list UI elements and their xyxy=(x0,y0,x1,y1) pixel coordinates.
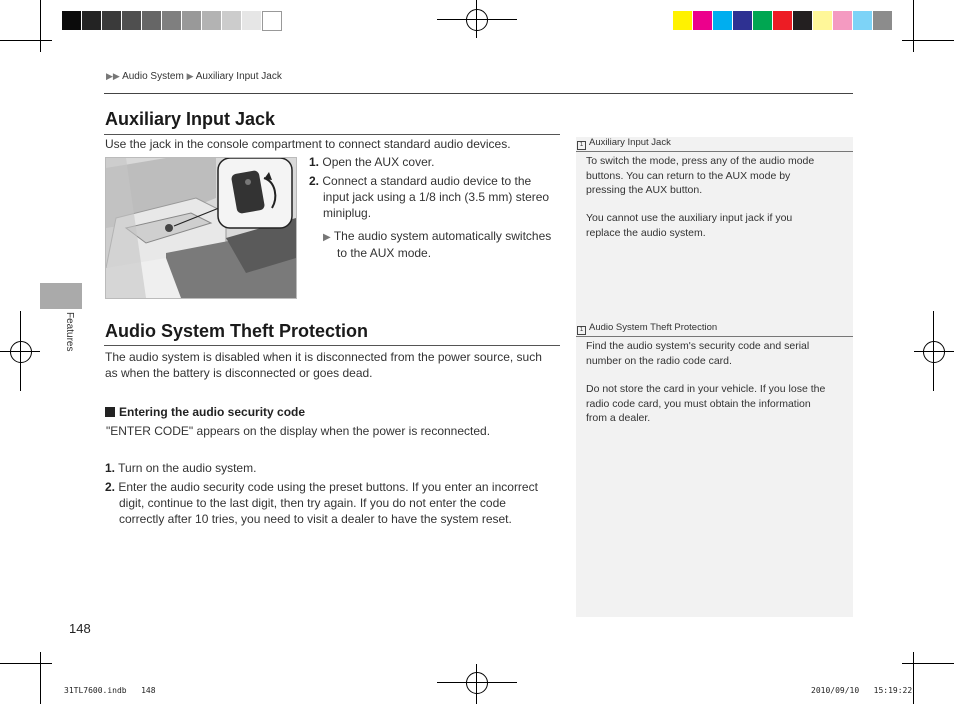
result-text-continued: to the AUX mode. xyxy=(337,246,432,260)
swatch xyxy=(182,11,201,30)
note-heading xyxy=(577,322,717,335)
swatch xyxy=(242,11,261,30)
swatch xyxy=(202,11,221,30)
swatch xyxy=(773,11,792,30)
subheading-text: Entering the audio security code xyxy=(119,405,306,419)
note-rule xyxy=(576,151,853,152)
swatch xyxy=(673,11,692,30)
section-intro-continued: as when the battery is disconnected or goes dead. xyxy=(105,366,373,380)
step-text: Open the AUX cover. xyxy=(322,155,435,169)
result-text: The audio system automatically switches xyxy=(333,229,552,243)
note-line: replace the audio system. xyxy=(586,226,706,239)
footer-file xyxy=(64,686,156,695)
step-number: 2. xyxy=(105,480,116,494)
console-aux-jack-illustration xyxy=(105,157,297,299)
step-1 xyxy=(309,154,434,170)
note-heading-text: Audio System Theft Protection xyxy=(589,322,718,333)
header-rule xyxy=(104,93,853,94)
section-tab xyxy=(40,283,82,309)
step-2-continued: input jack using a 1/8 inch (3.5 mm) stereo xyxy=(323,190,550,204)
swatch xyxy=(793,11,812,30)
step-2-continued: miniplug. xyxy=(323,206,372,220)
swatch xyxy=(733,11,752,30)
note-heading-text: Auxiliary Input Jack xyxy=(589,137,671,148)
arrow-icon: ▶ xyxy=(186,71,194,81)
swatch xyxy=(713,11,732,30)
note-line: To switch the mode, press any of the audio mode xyxy=(586,155,815,167)
swatch xyxy=(82,11,101,30)
section-intro: Use the jack in the console compartment to connect standard audio devices. xyxy=(105,137,511,151)
section-tab-label: Features xyxy=(64,312,75,352)
title-rule xyxy=(104,345,560,346)
step-2 xyxy=(105,479,538,495)
note-icon: 1 xyxy=(577,326,586,335)
section-title: Auxiliary Input Jack xyxy=(105,109,276,129)
step-number: 1. xyxy=(105,461,116,475)
note-paragraph xyxy=(586,154,814,198)
swatch xyxy=(753,11,772,30)
footer-page: 148 xyxy=(141,686,156,695)
swatch xyxy=(813,11,832,30)
note-rule xyxy=(576,336,853,337)
note-line: Find the audio system's security code and serial xyxy=(586,340,810,352)
step-text: Turn on the audio system. xyxy=(118,461,257,475)
note-line: number on the radio code card. xyxy=(586,354,732,367)
swatch xyxy=(853,11,872,30)
footer-filename: 31TL7600.indb xyxy=(64,686,127,695)
swatch xyxy=(142,11,161,30)
subheading xyxy=(105,404,305,420)
note-paragraph xyxy=(586,382,825,426)
result-arrow-icon: ▶ xyxy=(323,232,331,243)
step-number: 1. xyxy=(309,155,320,169)
section-intro: The audio system is disabled when it is disconnected from the power source, such xyxy=(105,350,542,364)
step-2-continued: correctly after 10 tries, you need to visit a dealer to have the system reset. xyxy=(119,512,512,526)
swatch xyxy=(122,11,141,30)
step-result xyxy=(323,228,551,246)
note-line: You cannot use the auxiliary input jack if you xyxy=(586,212,793,224)
note-line: buttons. You can return to the AUX mode by xyxy=(586,169,791,182)
swatch xyxy=(693,11,712,30)
notes-sidebar xyxy=(576,137,853,617)
note-heading xyxy=(577,137,671,150)
breadcrumb-item[interactable]: Auxiliary Input Jack xyxy=(195,71,282,82)
swatch xyxy=(62,11,81,30)
note-paragraph xyxy=(586,339,809,368)
page-number: 148 xyxy=(69,621,91,636)
step-text: Enter the audio security code using the preset buttons. If you enter an incorrect xyxy=(118,480,538,494)
step-1 xyxy=(105,460,256,476)
note-icon: 1 xyxy=(577,141,586,150)
swatch xyxy=(102,11,121,30)
swatch xyxy=(873,11,892,30)
arrow-icon: ▶▶ xyxy=(106,71,120,81)
swatch xyxy=(833,11,852,30)
footer-date: 2010/09/10 xyxy=(811,686,860,695)
note-paragraph xyxy=(586,211,792,240)
step-number: 2. xyxy=(309,174,320,188)
swatch xyxy=(262,11,282,31)
step-2-continued: digit, continue to the last digit, then try again. If you do not enter the code xyxy=(119,496,506,510)
swatch xyxy=(162,11,181,30)
note-line: Do not store the card in your vehicle. If you lose the xyxy=(586,383,826,395)
section-title: Audio System Theft Protection xyxy=(105,321,369,341)
code-note: "ENTER CODE" appears on the display when the power is reconnected. xyxy=(106,424,491,438)
note-line: from a dealer. xyxy=(586,412,651,424)
breadcrumb-item[interactable]: Audio System xyxy=(122,71,184,82)
footer-time: 15:19:22 xyxy=(873,686,913,695)
step-text: Connect a standard audio device to the xyxy=(322,174,532,188)
swatch xyxy=(222,11,241,30)
note-line: radio code card, you must obtain the information xyxy=(586,397,811,410)
square-bullet-icon xyxy=(105,407,115,417)
step-2 xyxy=(309,173,531,189)
title-rule xyxy=(104,134,560,135)
footer-timestamp xyxy=(811,686,912,695)
note-line: pressing the AUX button. xyxy=(586,184,703,196)
breadcrumb xyxy=(106,71,282,82)
